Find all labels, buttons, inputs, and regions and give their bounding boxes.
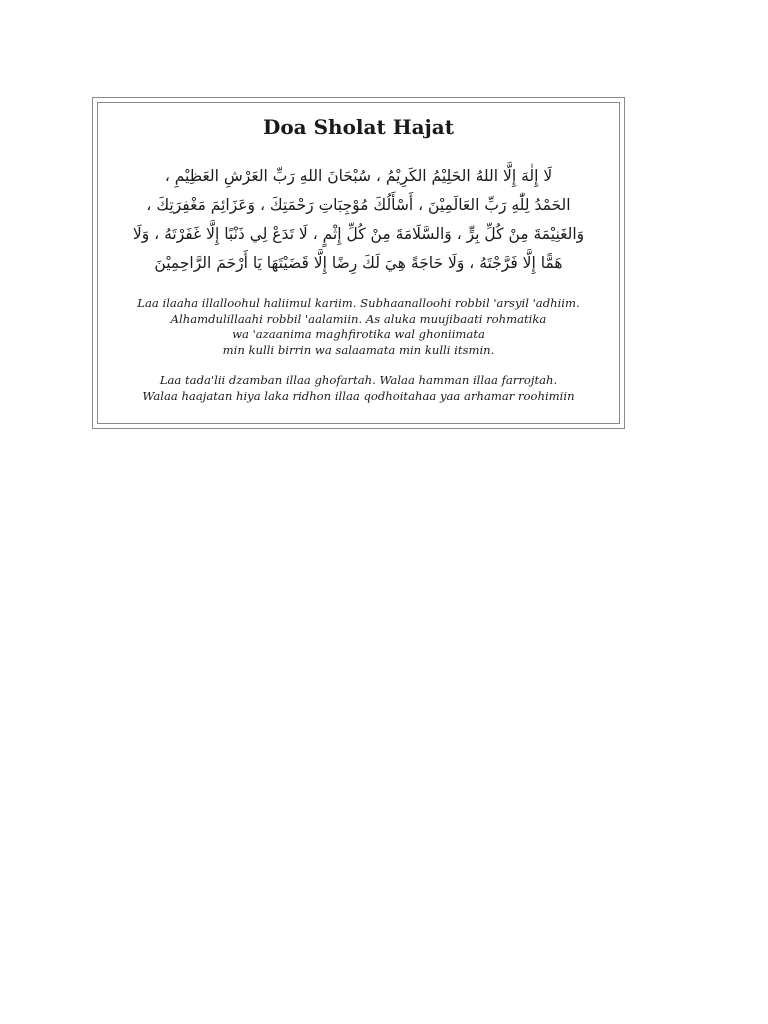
arabic-line: هَمًّا إِلَّا فَرَّجْتَهُ ، وَلَا حَاجَةً هِيَ لَكَ رِضًا إِلَّا قَضَيْتَهَا يَا أَرْحَمَ الرَّاحِمِيْنَ <box>154 254 563 272</box>
latin-line: Laa ilaaha illalloohul haliimul kariim. Subhaanalloohi robbil 'arsyil 'adhiim. <box>137 296 580 310</box>
arabic-line: وَالغَنِيْمَةَ مِنْ كُلِّ بِرٍّ ، وَالسَّلَامَةَ مِنْ كُلِّ إِثْمٍ ، لَا تَدَعْ لِي ذَنْبًا إِلَّا غَفَرْتَهُ ، وَلَا <box>132 225 585 243</box>
double-border-frame <box>92 97 625 429</box>
arabic-line: الحَمْدُ لِلّٰهِ رَبِّ العَالَمِيْنَ ، أَسْأَلُكَ مُوْجِبَاتِ رَحْمَتِكَ ، وَعَزَائِمَ مَغْفِرَتِكَ ، <box>146 196 571 214</box>
latin-line: min kulli birrin wa salaamata min kulli itsmin. <box>222 342 495 357</box>
arabic-line: لَا إِلٰهَ إِلَّا اللهُ الحَلِيْمُ الكَرِيْمُ ، سُبْحَانَ اللهِ رَبِّ العَرْشِ العَظِيْمِ ، <box>164 167 553 185</box>
arabic-prayer-text <box>121 162 596 278</box>
latin-line: Walaa haajatan hiya laka ridhon illaa qodhoitahaa yaa arhamar roohimiin <box>142 388 575 403</box>
doc-title: Doa Sholat Hajat <box>263 115 454 139</box>
latin-line: Laa tada'lii dzamban illaa ghofartah. Walaa hamman illaa farrojtah. <box>159 373 558 387</box>
latin-transliteration <box>103 296 614 404</box>
latin-line: Alhamdulillaahi robbil 'aalamiin. As aluka muujibaati rohmatika <box>170 311 547 326</box>
latin-line: wa 'azaanima maghfirotika wal ghoniimata <box>232 327 485 341</box>
paragraph-gap <box>103 358 614 373</box>
